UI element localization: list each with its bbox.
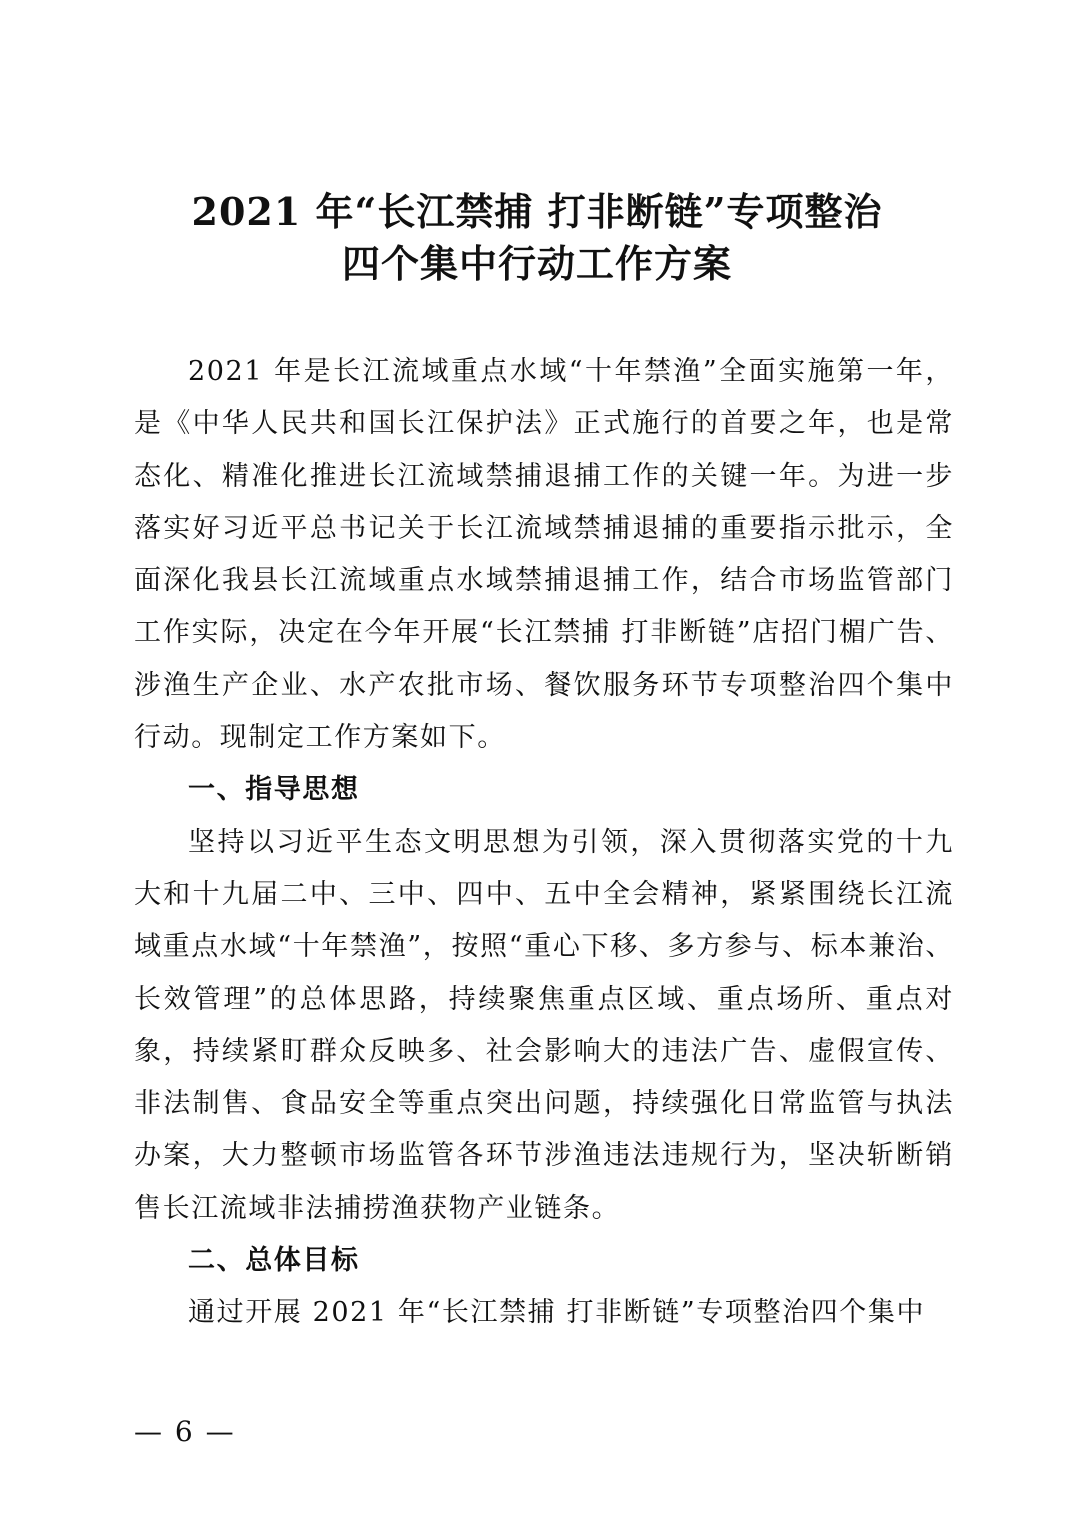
document-body [134,346,954,1340]
guiding-ideology-paragraph: 坚持以习近平生态文明思想为引领，深入贯彻落实党的十九大和十九届二中、三中、四中、五中全会精神，紧紧围绕长江流域重点水域“十年禁渔”，按照“重心下移、多方参与、标本兼治、长效管理”的总体思路，持续聚焦重点区域、重点场所、重点对象，持续紧盯群众反映多、社会影响大的违法广告、虚假宣传、非法制售、食品安全等重点突出问题，持续强化日常监管与执法办案，大力整顿市场监管各环节涉渔违法违规行为，坚决斩断销售长江流域非法捕捞渔获物产业链条。 [134,826,954,1224]
overall-goal-paragraph: 通过开展 2021 年“长江禁捕 打非断链”专项整治四个集中 [188,1297,926,1329]
document-title-line-1: 2021 年“长江禁捕 打非断链”专项整治 [191,189,883,234]
section-heading-overall-goal: 二、总体目标 [188,1245,360,1277]
document-title-line-2: 四个集中行动工作方案 [341,241,732,286]
section-heading-guiding-ideology: 一、指导思想 [188,774,360,806]
page-number: — 6 — [134,1415,236,1448]
intro-paragraph: 2021 年是长江流域重点水域“十年禁渔”全面实施第一年，是《中华人民共和国长江保护法》正式施行的首要之年，也是常态化、精准化推进长江流域禁捕退捕工作的关键一年。为进一步落实好习近平总书记关于长江流域禁捕退捕的重要指示批示，全面深化我县长江流域重点水域禁捕退捕工作，结合市场监管部门工作实际，决定在今年开展“长江禁捕 打非断链”店招门楣广告、涉渔生产企业、水产农批市场、餐饮服务环节专项整治四个集中行动。现制定工作方案如下。 [134,356,954,754]
